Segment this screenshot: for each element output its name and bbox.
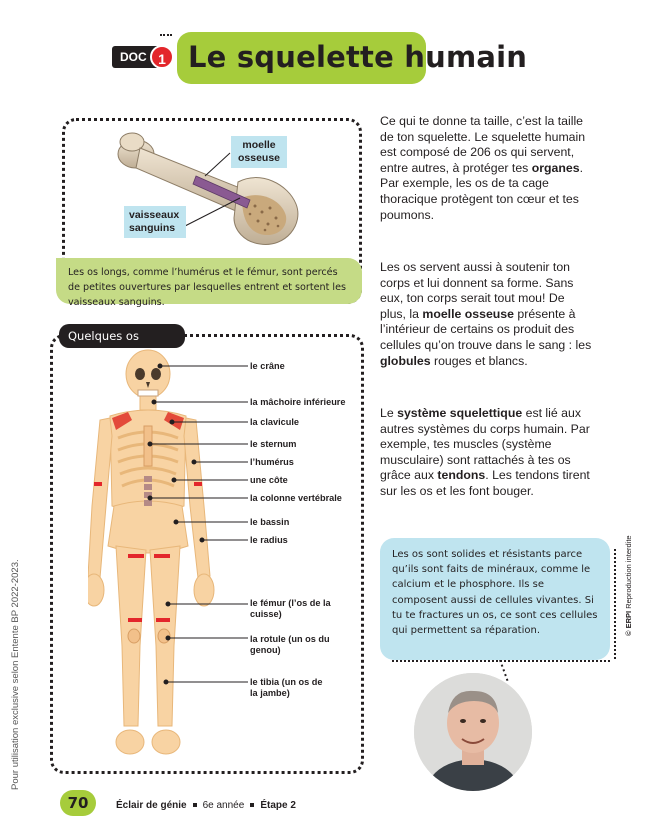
bubble-decoration bbox=[610, 549, 616, 659]
page-title: Le squelette humain bbox=[188, 40, 528, 74]
keyword-moelle: moelle osseuse bbox=[422, 306, 514, 321]
skeleton-tab-title: Quelques os humains bbox=[59, 324, 185, 348]
speech-bubble: Les os sont solides et résistants parce qu’ils sont faits de minéraux, comme le calcium et le phosphore. Ils se composent aussi de cellules vivantes. Si tu te fractures un os, ce sont ces cellules qui permettent sa réparation. bbox=[380, 538, 610, 660]
doc-tag: DOC bbox=[112, 46, 164, 68]
label-skull: le crâne bbox=[250, 361, 285, 371]
keyword-systeme: système squelettique bbox=[397, 406, 523, 420]
label-marrow: moelle osseuse bbox=[231, 136, 287, 168]
doc-number: 1 bbox=[150, 45, 174, 69]
label-femur: le fémur (l’os de la cuisse) bbox=[250, 598, 331, 619]
label-clavicle: la clavicule bbox=[250, 417, 300, 427]
label-radius: le radius bbox=[250, 535, 288, 545]
paragraph-3: Le système squelettique est lié aux autres systèmes du corps humain. Par exemple, tes muscles (système musculaire) sont rattachés à tes os grâce aux tendons. Les tendons tirent sur les os et les font bouger. bbox=[380, 406, 590, 498]
label-rib: une côte bbox=[250, 475, 288, 485]
avatar bbox=[414, 673, 532, 791]
label-vessels: vaisseaux sanguins bbox=[124, 206, 186, 238]
footer: Éclair de génie 6e année Étape 2 bbox=[116, 800, 296, 811]
skeleton-illustration bbox=[88, 346, 248, 766]
label-humerus: l’humérus bbox=[250, 457, 294, 467]
side-note-left: Pour utilisation exclusive selon Entente BP 2022-2023. bbox=[10, 559, 21, 790]
label-pelvis: le bassin bbox=[250, 517, 290, 527]
page-number: 70 bbox=[60, 790, 96, 816]
label-sternum: le sternum bbox=[250, 439, 297, 449]
label-jaw: la mâchoire inférieure bbox=[250, 397, 346, 407]
label-tibia: le tibia (un os de la jambe) bbox=[250, 677, 323, 698]
keyword-tendons: tendons bbox=[437, 468, 486, 483]
bone-caption: Les os longs, comme l’humérus et le fémur, sont percés de petites ouvertures par lesquelles entrent et sortent les vaisseaux sanguins. bbox=[56, 258, 362, 304]
keyword-organes: organes bbox=[531, 160, 580, 175]
keyword-globules: globules bbox=[380, 353, 431, 368]
paragraph-1: Ce qui te donne ta taille, c’est la taille de ton squelette. Le squelette humain est composé de 206 os qui servent, entre autres, à protéger tes organes. Par exemple, les os de ta cage thoracique protègent ton cœur et tes poumons. bbox=[380, 114, 586, 222]
paragraph-2: Les os servent aussi à soutenir ton corps et lui donnent sa forme. Sans eux, ton corps serait tout mou! De plus, la moelle osseuse présente à l’intérieur de certains os produit des cellules qu’on trouve dans le sang : les globules rouges et blancs. bbox=[380, 260, 592, 368]
label-kneecap: la rotule (un os du genou) bbox=[250, 634, 330, 655]
side-note-right: © ERPI Reproduction interdite bbox=[624, 535, 633, 636]
label-spine: la colonne vertébrale bbox=[250, 493, 342, 503]
